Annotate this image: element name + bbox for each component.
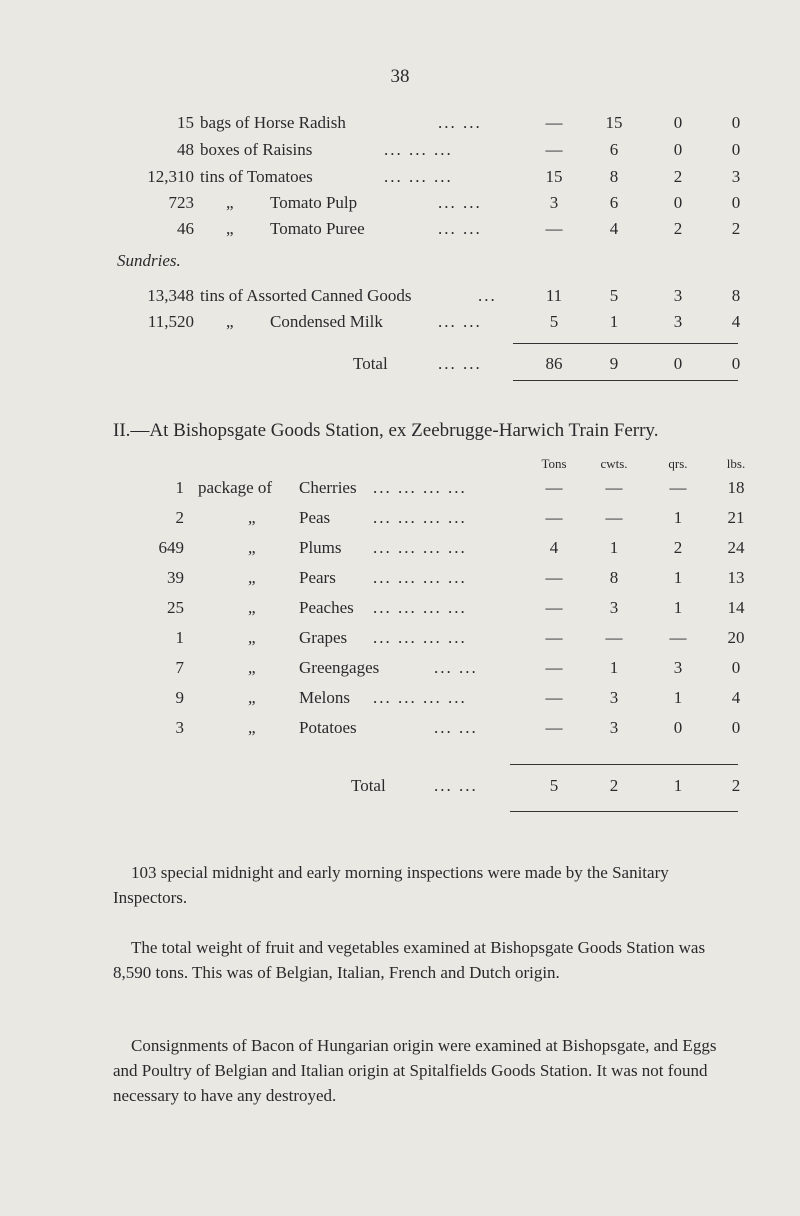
tons-cell: —: [545, 568, 563, 587]
sundries-label: Sundries.: [117, 251, 181, 270]
item-description: Tomato Puree: [270, 219, 365, 238]
quantity: 9: [175, 688, 184, 707]
tons-cell: —: [545, 688, 563, 707]
lbs-cell: 2: [731, 776, 741, 795]
table-row: [0, 718, 800, 744]
item-description: Condensed Milk: [270, 312, 383, 331]
cwts-cell: —: [605, 508, 623, 527]
tons-cell: —: [545, 598, 563, 617]
cwts-cell: 8: [609, 568, 619, 587]
page-number: 38: [390, 66, 410, 87]
tons-cell: —: [545, 508, 563, 527]
item-description: Melons: [299, 688, 350, 707]
paragraph: [113, 935, 738, 985]
qrs-cell: 3: [673, 286, 683, 305]
quantity: 46: [177, 219, 194, 238]
qrs-cell: 0: [673, 354, 683, 373]
table-row: [0, 538, 800, 564]
table-row: [0, 478, 800, 504]
quantity: 649: [158, 538, 184, 557]
ditto-mark: „: [248, 688, 256, 707]
paragraph-text: The total weight of fruit and vegetables examined at Bishopsgate Goods Station was 8,590 tons. This was of Belgian, Italian, French and Dutch origin.: [113, 938, 706, 982]
tons-cell: —: [545, 140, 563, 159]
leader-dots: ... ... ... ...: [373, 508, 467, 527]
table-row: [0, 508, 800, 534]
paragraph: [113, 860, 738, 910]
qrs-cell: 3: [673, 312, 683, 331]
lbs-cell: 0: [731, 354, 741, 373]
leader-dots: ... ...: [438, 219, 482, 238]
leader-dots: ... ...: [434, 776, 478, 795]
item-description: Greengages: [299, 658, 380, 677]
tons-cell: —: [545, 478, 563, 497]
table-row: [0, 193, 800, 219]
column-header-lbs: lbs.: [726, 456, 746, 471]
table-row: [0, 140, 800, 166]
table-row: [0, 167, 800, 193]
tons-cell: 11: [545, 286, 563, 305]
item-description: tins of Assorted Canned Goods: [200, 286, 412, 305]
cwts-cell: 8: [609, 167, 619, 186]
lbs-cell: 0: [731, 140, 741, 159]
item-description: Cherries: [299, 478, 357, 497]
table-row: [0, 658, 800, 684]
total-row: [0, 354, 800, 380]
lbs-cell: 24: [727, 538, 745, 557]
lbs-cell: 20: [727, 628, 745, 647]
section-heading: II.—At Bishopsgate Goods Station, ex Zeebrugge-Harwich Train Ferry.: [113, 420, 659, 441]
table-row: [0, 568, 800, 594]
tons-cell: —: [545, 113, 563, 132]
ditto-mark: „: [248, 568, 256, 587]
leader-dots: ... ... ... ...: [373, 478, 467, 497]
tons-cell: 4: [549, 538, 559, 557]
qrs-cell: 1: [673, 776, 683, 795]
leader-dots: ... ...: [438, 193, 482, 212]
item-description: Peaches: [299, 598, 354, 617]
quantity: 1: [175, 478, 184, 497]
item-description: boxes of Raisins: [200, 140, 313, 159]
qrs-cell: 0: [673, 718, 683, 737]
table-row: [0, 113, 800, 139]
cwts-cell: 5: [609, 286, 619, 305]
quantity: 12,310: [147, 167, 194, 186]
lbs-cell: 2: [731, 219, 741, 238]
leader-dots: ...: [478, 286, 497, 305]
qrs-cell: 1: [673, 508, 683, 527]
qrs-cell: 2: [673, 219, 683, 238]
paragraph-text: Consignments of Bacon of Hungarian origin were examined at Bishopsgate, and Eggs and Poultry of Belgian and Italian origin at Spitalfields Goods Station. It was not found necessary to have any destroyed.: [113, 1036, 717, 1105]
cwts-cell: —: [605, 478, 623, 497]
lbs-cell: 13: [727, 568, 745, 587]
item-description: tins of Tomatoes: [200, 167, 313, 186]
quantity: 25: [167, 598, 184, 617]
leader-dots: ... ... ... ...: [373, 568, 467, 587]
leader-dots: ... ...: [438, 312, 482, 331]
cwts-cell: 15: [605, 113, 623, 132]
lbs-cell: 21: [727, 508, 745, 527]
paragraph: [113, 1033, 738, 1108]
quantity: 1: [175, 628, 184, 647]
lbs-cell: 0: [731, 193, 741, 212]
quantity: 15: [177, 113, 194, 132]
leader-dots: ... ...: [434, 718, 478, 737]
rule-line: [510, 811, 738, 812]
tons-cell: 3: [549, 193, 559, 212]
item-description: Tomato Pulp: [270, 193, 358, 212]
qrs-cell: 1: [673, 568, 683, 587]
leader-dots: ... ...: [438, 354, 482, 373]
leader-dots: ... ... ...: [384, 140, 453, 159]
cwts-cell: —: [605, 628, 623, 647]
ditto-mark: „: [226, 219, 234, 238]
tons-cell: 5: [549, 312, 559, 331]
leader-dots: ... ... ... ...: [373, 628, 467, 647]
tons-cell: —: [545, 628, 563, 647]
leader-dots: ... ... ... ...: [373, 538, 467, 557]
total-label: Total: [353, 354, 388, 373]
item-description: bags of Horse Radish: [200, 113, 346, 132]
tons-cell: —: [545, 658, 563, 677]
ditto-mark: „: [248, 508, 256, 527]
qrs-cell: 3: [673, 658, 683, 677]
ditto-mark: „: [226, 312, 234, 331]
lbs-cell: 4: [731, 688, 741, 707]
ditto-mark: „: [248, 658, 256, 677]
cwts-cell: 3: [609, 718, 619, 737]
unit-label: package of: [198, 478, 273, 497]
ditto-mark: „: [226, 193, 234, 212]
item-description: Plums: [299, 538, 342, 557]
qrs-cell: 0: [673, 113, 683, 132]
cwts-cell: 9: [609, 354, 619, 373]
column-header-cwts: cwts.: [600, 456, 628, 471]
table-row: [0, 312, 800, 338]
qrs-cell: 1: [673, 598, 683, 617]
column-header-qrs: qrs.: [668, 456, 688, 471]
cwts-cell: 2: [609, 776, 619, 795]
qrs-cell: 2: [673, 167, 683, 186]
leader-dots: ... ... ... ...: [373, 688, 467, 707]
item-description: Peas: [299, 508, 331, 527]
leader-dots: ... ... ... ...: [373, 598, 467, 617]
column-header-tons: Tons: [541, 456, 567, 471]
ditto-mark: „: [248, 718, 256, 737]
table-row: [0, 628, 800, 654]
lbs-cell: 0: [731, 718, 741, 737]
quantity: 2: [175, 508, 184, 527]
cwts-cell: 1: [609, 538, 619, 557]
cwts-cell: 6: [609, 193, 619, 212]
cwts-cell: 3: [609, 688, 619, 707]
lbs-cell: 3: [731, 167, 741, 186]
qrs-cell: 1: [673, 688, 683, 707]
total-label: Total: [351, 776, 386, 795]
qrs-cell: 0: [673, 193, 683, 212]
qrs-cell: 2: [673, 538, 683, 557]
tons-cell: 86: [545, 354, 563, 373]
ditto-mark: „: [248, 628, 256, 647]
ditto-mark: „: [248, 538, 256, 557]
table-row: [0, 688, 800, 714]
cwts-cell: 6: [609, 140, 619, 159]
table-row: [0, 219, 800, 245]
quantity: 3: [175, 718, 184, 737]
leader-dots: ... ... ...: [384, 167, 453, 186]
quantity: 11,520: [147, 312, 194, 331]
item-description: Potatoes: [299, 718, 357, 737]
cwts-cell: 1: [609, 658, 619, 677]
table-row: [0, 286, 800, 312]
paragraph-text: 103 special midnight and early morning inspections were made by the Sanitary Inspectors.: [113, 863, 669, 907]
lbs-cell: 18: [727, 478, 745, 497]
qrs-cell: 0: [673, 140, 683, 159]
rule-line: [510, 764, 738, 765]
item-description: Grapes: [299, 628, 348, 647]
quantity: 48: [177, 140, 194, 159]
quantity: 13,348: [147, 286, 194, 305]
quantity: 7: [175, 658, 184, 677]
cwts-cell: 4: [609, 219, 619, 238]
lbs-cell: 4: [731, 312, 741, 331]
leader-dots: ... ...: [434, 658, 478, 677]
tons-cell: 15: [545, 167, 563, 186]
quantity: 39: [167, 568, 184, 587]
lbs-cell: 14: [727, 598, 745, 617]
qrs-cell: —: [669, 478, 687, 497]
lbs-cell: 0: [731, 658, 741, 677]
ditto-mark: „: [248, 598, 256, 617]
rule-line: [513, 343, 738, 344]
total-row: [0, 776, 800, 802]
lbs-cell: 8: [731, 286, 741, 305]
rule-line: [513, 380, 738, 381]
tons-cell: 5: [549, 776, 559, 795]
cwts-cell: 1: [609, 312, 619, 331]
quantity: 723: [168, 193, 194, 212]
table-row: [0, 598, 800, 624]
lbs-cell: 0: [731, 113, 741, 132]
qrs-cell: —: [669, 628, 687, 647]
cwts-cell: 3: [609, 598, 619, 617]
leader-dots: ... ...: [438, 113, 482, 132]
tons-cell: —: [545, 718, 563, 737]
tons-cell: —: [545, 219, 563, 238]
item-description: Pears: [299, 568, 336, 587]
